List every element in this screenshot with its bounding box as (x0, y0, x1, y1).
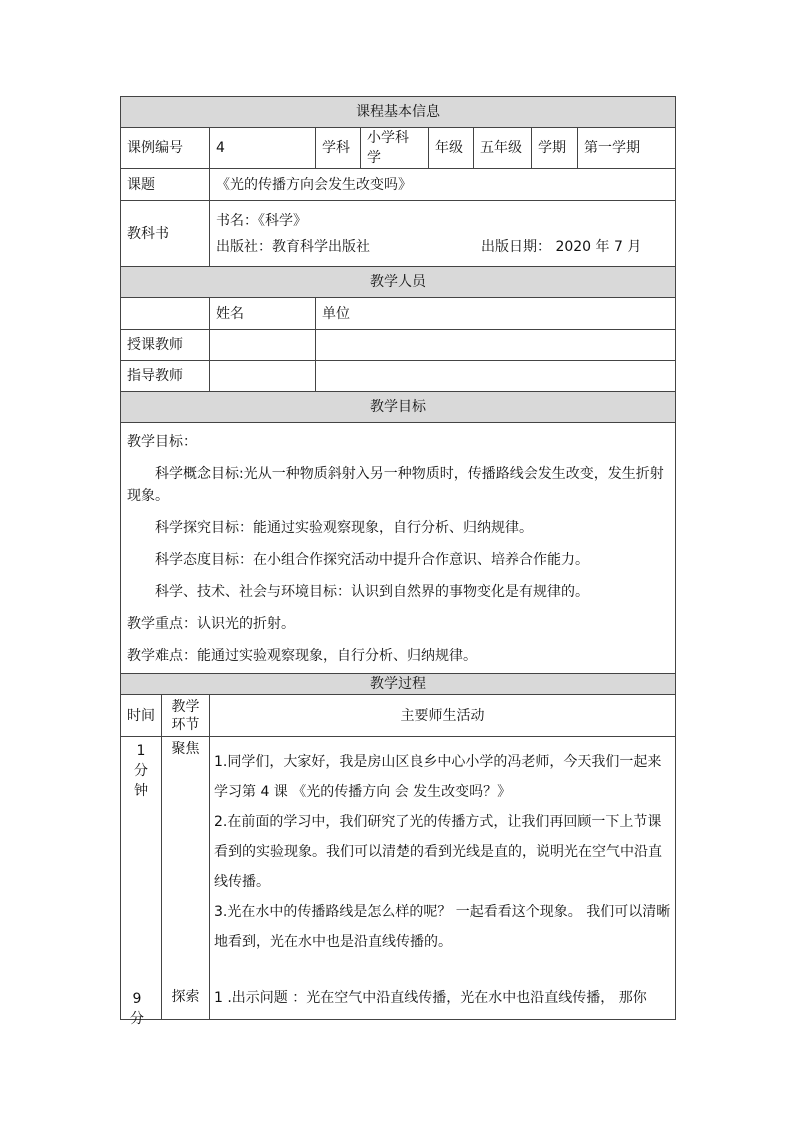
book-name: 书名：《科学》 (216, 212, 307, 229)
topic-label: 课题 (121, 169, 210, 201)
mentor-name-cell (210, 361, 316, 392)
publish-date: 出版日期： 2020 年 7 月 (481, 238, 642, 255)
mentor-unit-cell (316, 361, 676, 392)
staff-name-col: 姓名 (210, 298, 316, 330)
teacher-name-cell (210, 330, 316, 361)
activity-paragraph-4: 1 .出示问题 ：光在空气中沿直线传播，光在水中也沿直线传播， 那你 (214, 990, 647, 1006)
goals-content (121, 423, 676, 674)
time-cell-stack (121, 741, 161, 1027)
goal-inquiry: 科学探究目标：能通过实验观察现象，自行分析、归纳规律。 (155, 520, 533, 536)
staff-unit-col: 单位 (316, 298, 676, 330)
term-label: 学期 (532, 128, 578, 169)
goal-attitude: 科学态度目标：在小组合作探究活动中提升合作意识、培养合作能力。 (155, 552, 589, 568)
mentor-label: 指导教师 (121, 361, 210, 392)
textbook-info (210, 201, 676, 267)
col-stage-header: 教学环节 (162, 695, 210, 737)
time-value-2: 9分 (130, 991, 144, 1027)
case-no-label: 课例编号 (121, 128, 210, 169)
difficulty: 教学难点：能通过实验观察现象，自行分析、归纳规律。 (127, 648, 477, 664)
grade-value: 五年级 (474, 128, 532, 169)
topic-value: 《光的传播方向会发生改变吗》 (210, 169, 676, 201)
goal-concept: 科学概念目标:光从一种物质斜射入另一种物质时，传播路线会发生改变，发生折射现象。 (127, 466, 664, 504)
col-time-header: 时间 (121, 695, 162, 737)
publisher: 出版社：教育科学出版社 (216, 238, 370, 255)
stage-value-2: 探索 (171, 989, 200, 1005)
col-activity-header: 主要师生活动 (210, 695, 676, 737)
activity-paragraph-2: 2.在前面的学习中，我们研究了光的传播方式，让我们再回顾一下上节课看到的实验现象。我们可以清楚的看到光线是直的，说明光在空气中沿直线传播。 (214, 814, 662, 890)
textbook-label: 教科书 (121, 201, 210, 267)
key-point: 教学重点：认识光的折射。 (127, 616, 295, 632)
process-row-time (121, 737, 162, 1027)
activity-paragraph-3: 3.光在水中的传播路线是怎么样的呢？ 一起看看这个现象。 我们可以清晰地看到，光在水中也是沿直线传播的。 (214, 904, 671, 950)
time-value: 1分钟 (134, 743, 148, 799)
teacher-label: 授课教师 (121, 330, 210, 361)
teacher-unit-cell (316, 330, 676, 361)
activity-paragraph-1: 1.同学们，大家好，我是房山区良乡中心小学的冯老师，今天我们一起来学习第 4 课 《光的传播方向 会 发生改变吗？》 (214, 754, 662, 800)
publisher-row (216, 234, 669, 260)
process-header: 教学过程 (121, 674, 676, 695)
process-activity-cell (210, 737, 676, 1020)
lesson-plan-table (120, 96, 676, 1027)
term-value: 第一学期 (578, 128, 676, 169)
case-no-value: 4 (210, 128, 316, 169)
basic-info-header: 课程基本信息 (121, 97, 676, 128)
subject-label: 学科 (316, 128, 361, 169)
grade-label: 年级 (429, 128, 474, 169)
goal-sts: 科学、技术、社会与环境目标：认识到自然界的事物变化是有规律的。 (155, 584, 589, 600)
staff-header: 教学人员 (121, 267, 676, 298)
lesson-plan-page (120, 96, 675, 1027)
goals-intro: 教学目标： (127, 434, 197, 450)
goals-header: 教学目标 (121, 392, 676, 423)
subject-value: 小学科学 (361, 128, 429, 169)
stage-value: 聚焦 (171, 741, 200, 757)
process-row-stage (162, 737, 210, 1020)
staff-blank-cell (121, 298, 210, 330)
